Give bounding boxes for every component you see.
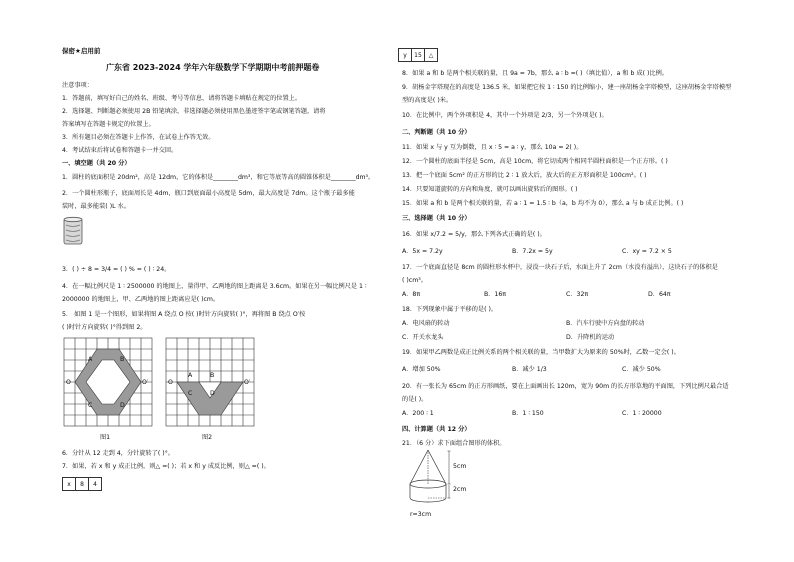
dimension-cone-height: 5cm [453, 463, 467, 470]
question-2-line1: 2．一个圆柱形瓶子，底面周长是 4dm，瓶口到底面最小高度是 5dm，最大高度是 7dm。这个瓶子最多能 [62, 190, 355, 197]
question-9-line1: 9．胡杨金字塔现在的高度是 136.5 米，如果把它按 1 ∶ 150 的比例缩小，建一座胡杨金字塔模型，这座胡杨金字塔模型 [402, 84, 732, 91]
section-judge: 二、判断题（共 10 分） [402, 129, 471, 136]
question-12: 12．一个圆柱的底面半径是 5cm，高是 10cm，将它切成两个相同半圆柱面积是一个正方形。( ) [402, 158, 668, 165]
note-3: 3．所有题目必须在答题卡上作答，在试卷上作答无效。 [62, 134, 215, 141]
question-18: 18．下列现象中属于平移的是( )。 [402, 306, 498, 313]
question-4-line2: 2000000 的地图上，甲、乙两地的图上距离应是( )cm。 [62, 296, 220, 303]
question-17-line2: ( )cm³。 [402, 277, 427, 284]
figure-2-label-c: C [188, 390, 193, 397]
question-2-line2: 装时，最多能装( )L 水。 [62, 203, 130, 210]
table-cell: △ [425, 49, 438, 62]
cone-cylinder-figure [404, 448, 452, 510]
figure-1-point-o: O [66, 379, 71, 386]
figure-2-grid [164, 336, 256, 430]
xy-table-right [398, 48, 438, 62]
question-5-line2: ( )时针方向旋转( )°得到图 2。 [62, 324, 147, 331]
question-1: 1．圆柱的底面积是 20dm²，高是 12dm，它的体积是________dm³，和它等底等高的圆锥体积是________dm³。 [62, 174, 375, 181]
question-7: 7．如果，若 x 和 y 成正比例，则△ =( )；若 x 和 y 成反比例，则△ =( )。 [62, 463, 270, 470]
dimension-cylinder-height: 2cm [453, 486, 467, 493]
question-17-option-a: A．8π [402, 291, 421, 298]
question-19-option-c: C．减少 50% [622, 366, 661, 373]
bottle-icon [62, 216, 84, 246]
question-15: 15．如果 a 和 b 是两个相关联的量，若 a ∶ 1 = 1.5 ∶ b（a，b 均不为 0），那么 a 与 b 成正比例。( ) [402, 200, 684, 207]
question-20-option-a: A．200 ∶ 1 [402, 410, 434, 417]
question-19-option-a: A．增加 50% [402, 366, 441, 373]
question-11: 11．如果 x 与 y 互为倒数，且 x ∶ 5 = a ∶ y，那么 10a = 2( )。 [402, 144, 583, 151]
question-13: 13．把一个底面 5cm² 的正方形的比 2 ∶ 1 放大后，放大后的正方形面积是 100cm²。( ) [402, 172, 647, 179]
page-title: 广东省 2023-2024 学年六年级数学下学期期中考前押题卷 [106, 63, 320, 72]
question-16-option-b: B．7.2x = 5y [512, 248, 553, 255]
question-6: 6．分针从 12 走到 4，分针旋转了( )°。 [62, 450, 174, 457]
question-17-line1: 17．一个底面直径是 8cm 的圆柱形水杯中，浸没一块石子后，水面上升了 2cm（水没有溢出），这块石子的体积是 [402, 264, 718, 271]
note-1: 1．答题前，填写好自己的姓名、班级、考号等信息，请将答题卡填贴在规定的位置上。 [62, 95, 302, 102]
table-cell: 4 [89, 478, 102, 491]
confidential-mark: 保密★启用前 [62, 47, 101, 55]
figure-2-point-o: O [168, 379, 173, 386]
question-5-line1: 5． 如图 1 是一个图形，如果将图 A 绕点 O 按( )时针方向旋转( )°，再将图 B 绕点 O′按 [62, 311, 306, 318]
question-3: 3．( ) ÷ 8 = 3/4 = ( ) % = ( ) ∶ 24。 [62, 266, 171, 273]
question-16: 16．如果 x/7.2 = 5/y，那么下列各式正确的是( )。 [402, 231, 546, 238]
figure-2-point-o2: O′ [244, 379, 251, 386]
question-16-option-c: C．xy = 7.2 × 5 [622, 248, 672, 255]
dimension-radius: r=3cm [410, 511, 432, 518]
figure-1-grid [62, 336, 154, 430]
question-19: 19．如果甲乙两数是成正比例关系的两个相关联的量，当甲数扩大为原来的 50%时，乙数一定会( )。 [402, 349, 680, 356]
figure-1-label-a: A [88, 356, 93, 363]
question-17-option-c: C．32π [566, 291, 589, 298]
figure-2-label-b: B [210, 372, 215, 379]
section-fill-blank: 一、填空题（共 20 分） [62, 160, 131, 167]
figure-2-label-d: D [210, 390, 215, 397]
figure-2-label-a: A [188, 372, 193, 379]
question-16-option-a: A．5x = 7.2y [402, 248, 443, 255]
question-17-option-d: D．64π [648, 291, 671, 298]
question-4-line1: 4．在一幅比例尺是 1 ∶ 2500000 的地图上，量得甲、乙两地的图上距离是 3.6cm。如果在另一幅比例尺是 1 ∶ [62, 283, 367, 290]
question-17-option-b: B．16π [484, 291, 507, 298]
question-19-option-b: B．减少 1/3 [512, 366, 547, 373]
question-18-option-c: C．开关水龙头 [402, 334, 444, 341]
xy-table-left [62, 477, 102, 491]
question-20-option-b: B．1 ∶ 150 [512, 410, 544, 417]
table-cell: 8 [76, 478, 89, 491]
question-20-line1: 20．有一张长为 65cm 的正方形画纸，要在上面画出长 120m，宽为 90m 的长方形草地的平面图，下列比例尺最合适 [402, 383, 729, 390]
figure-2-caption: 图2 [202, 434, 213, 441]
question-18-option-a: A．电风扇的转动 [402, 320, 450, 327]
figure-1-point-o2: O′ [142, 379, 149, 386]
question-18-option-b: B．汽车行驶中方向盘的转动 [566, 320, 645, 327]
question-14: 14．只要知道旋转的方向和角度，就可以画出旋转后的图形。( ) [402, 186, 578, 193]
table-cell: y [399, 49, 412, 62]
question-18-option-d: D．升降机的运动 [566, 334, 615, 341]
question-10: 10．在比例中，两个外项积是 4，其中一个外项是 2/3，另一个外项是( )。 [402, 112, 608, 119]
notes-title: 注意事项： [62, 82, 93, 89]
note-2: 2．选择题、判断题必须使用 2B 铅笔填涂，非选择题必须使用黑色墨迹签字笔或钢笔答题，请将 [62, 108, 326, 115]
section-calc: 四、计算题（共 12 分） [402, 426, 471, 433]
question-21: 21．（6 分）求下面组合图形的体积。 [402, 440, 506, 447]
question-9-line2: 型的高度是( )米。 [402, 97, 453, 104]
figure-1-caption: 图1 [100, 434, 111, 441]
figure-1-label-c: C [88, 402, 93, 409]
section-choice: 三、选择题（共 10 分） [402, 215, 471, 222]
figure-1-label-b: B [120, 356, 125, 363]
table-cell: x [63, 478, 76, 491]
question-8: 8．如果 a 和 b 是两个相关联的量，且 9a = 7b，那么 a ∶ b =( )（填比值），a 和 b 成( )比例。 [402, 70, 668, 77]
question-20-option-c: C．1 ∶ 20000 [622, 410, 662, 417]
figure-1-label-d: D [120, 402, 125, 409]
table-cell: 15 [412, 49, 425, 62]
note-4: 4．考试结束后将试卷和答题卡一并交回。 [62, 147, 178, 154]
note-2b: 答案填写在答题卡规定的位置上。 [62, 121, 155, 128]
question-20-line2: 的是( )。 [402, 396, 428, 403]
